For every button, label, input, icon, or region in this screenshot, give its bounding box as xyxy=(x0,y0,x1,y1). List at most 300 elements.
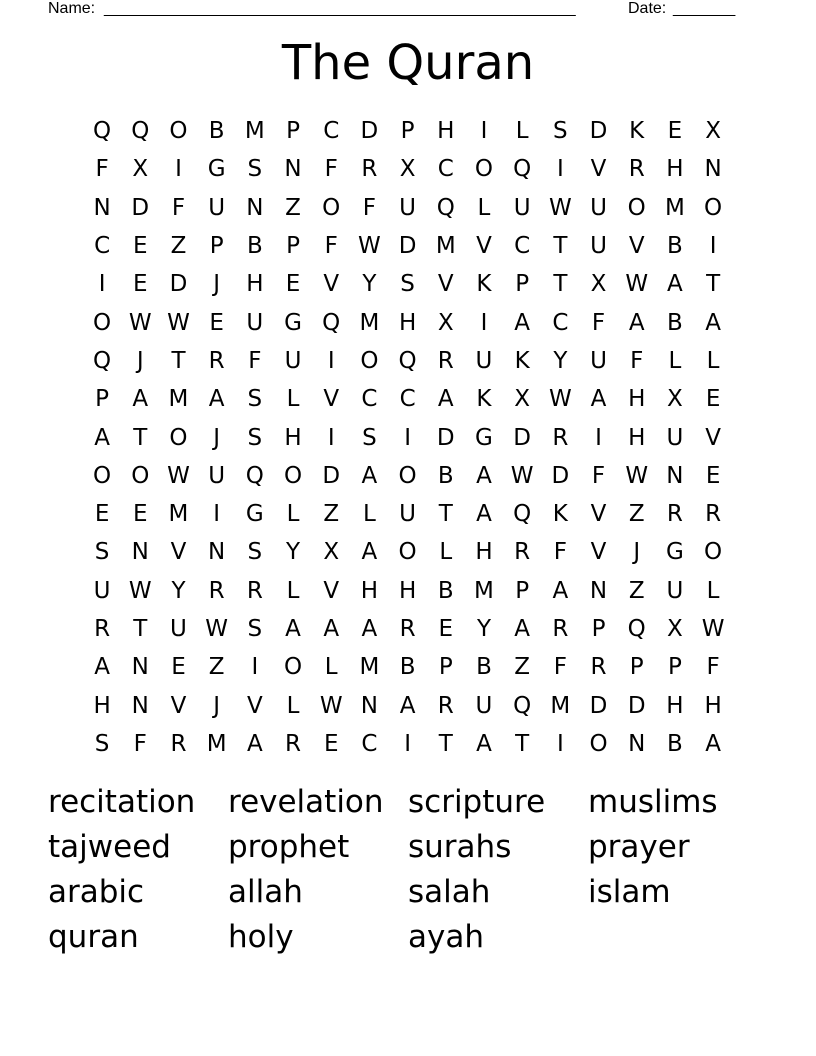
grid-letter[interactable]: U xyxy=(590,233,607,260)
grid-letter[interactable]: R xyxy=(628,156,645,183)
grid-row xyxy=(83,150,733,188)
grid-letter[interactable]: R xyxy=(170,730,187,757)
grid-letter[interactable]: A xyxy=(361,539,378,566)
grid-letter[interactable]: Y xyxy=(476,616,491,642)
grid-letter[interactable]: V xyxy=(323,271,340,298)
grid-letter[interactable]: A xyxy=(476,730,492,757)
grid-letter[interactable]: Y xyxy=(553,347,568,374)
grid-letter[interactable]: Q xyxy=(436,194,455,221)
grid-letter[interactable]: F xyxy=(706,654,720,681)
grid-letter[interactable]: U xyxy=(666,424,684,451)
grid-row xyxy=(83,495,733,533)
grid-letter[interactable]: S xyxy=(247,539,263,566)
grid-letter[interactable]: M xyxy=(244,118,265,145)
grid-letter[interactable]: S xyxy=(247,156,263,183)
grid-letter[interactable]: P xyxy=(286,233,300,260)
grid-letter[interactable]: W xyxy=(701,616,725,642)
grid-letter[interactable]: U xyxy=(475,692,493,719)
grid-letter[interactable]: V xyxy=(705,424,721,451)
grid-letter[interactable]: X xyxy=(667,386,683,413)
grid-letter[interactable]: Y xyxy=(362,271,377,298)
grid-letter[interactable]: W xyxy=(167,462,190,489)
grid-letter[interactable]: E xyxy=(94,501,110,528)
grid-letter[interactable]: Q xyxy=(627,616,646,642)
grid-letter[interactable]: U xyxy=(170,616,187,642)
grid-letter[interactable]: S xyxy=(247,616,263,642)
grid-letter[interactable]: J xyxy=(136,347,144,374)
grid-letter[interactable]: F xyxy=(591,309,606,336)
grid-letter[interactable]: L xyxy=(286,692,300,719)
grid-letter[interactable]: T xyxy=(706,271,721,298)
grid-letter[interactable]: D xyxy=(360,118,379,145)
grid-letter[interactable]: Q xyxy=(513,692,532,719)
grid-letter[interactable]: A xyxy=(476,462,492,489)
grid-letter[interactable]: W xyxy=(510,462,534,489)
grid-letter[interactable]: D xyxy=(131,194,150,221)
grid-letter[interactable]: J xyxy=(213,424,221,451)
grid-letter[interactable]: U xyxy=(513,194,531,221)
grid-letter[interactable]: I xyxy=(404,730,411,757)
grid-letter[interactable]: W xyxy=(548,386,572,413)
grid-letter[interactable]: A xyxy=(437,386,454,413)
grid-letter[interactable]: E xyxy=(285,271,301,298)
name-field-line[interactable]: _____________________________________________________ xyxy=(104,0,576,17)
word-bank-item: holy xyxy=(228,919,294,955)
grid-letter[interactable]: Z xyxy=(285,194,301,221)
grid-letter[interactable]: V xyxy=(323,386,340,413)
grid-letter[interactable]: O xyxy=(627,194,646,221)
grid-letter[interactable]: O xyxy=(398,462,417,489)
grid-letter[interactable]: V xyxy=(590,156,607,183)
grid-letter[interactable]: I xyxy=(595,424,602,451)
grid-letter[interactable]: B xyxy=(667,233,683,260)
grid-letter[interactable]: W xyxy=(319,692,343,719)
grid-letter[interactable]: F xyxy=(171,194,186,221)
grid-letter[interactable]: C xyxy=(94,233,111,260)
grid-letter[interactable]: S xyxy=(553,118,568,145)
grid-letter[interactable]: L xyxy=(362,501,376,528)
grid-letter[interactable]: U xyxy=(590,347,607,374)
grid-letter[interactable]: C xyxy=(437,156,454,183)
grid-letter[interactable]: X xyxy=(323,539,340,566)
grid-letter[interactable]: P xyxy=(286,118,300,145)
word-bank-item: tajweed xyxy=(48,829,171,865)
grid-letter[interactable]: U xyxy=(590,194,607,221)
grid-letter[interactable]: L xyxy=(286,386,300,413)
grid-letter[interactable]: V xyxy=(476,233,492,260)
grid-letter[interactable]: W xyxy=(205,616,229,642)
grid-letter[interactable]: M xyxy=(168,501,189,528)
grid-letter[interactable]: O xyxy=(322,194,341,221)
grid-letter[interactable]: H xyxy=(284,424,302,451)
grid-letter[interactable]: I xyxy=(556,156,564,183)
grid-letter[interactable]: A xyxy=(705,730,721,757)
grid-letter[interactable]: S xyxy=(247,386,263,413)
grid-letter[interactable]: H xyxy=(628,424,646,451)
grid-letter[interactable]: N xyxy=(284,156,302,183)
grid-letter[interactable]: Q xyxy=(513,156,532,183)
grid-letter[interactable]: D xyxy=(589,692,608,719)
grid-letter[interactable]: L xyxy=(439,539,453,566)
grid-letter[interactable]: W xyxy=(128,309,152,336)
grid-letter[interactable]: V xyxy=(590,539,607,566)
date-field-line[interactable]: _______ xyxy=(673,0,736,17)
grid-letter[interactable]: I xyxy=(175,156,182,183)
grid-letter[interactable]: O xyxy=(704,539,723,566)
grid-letter[interactable]: A xyxy=(94,654,110,681)
grid-letter[interactable]: O xyxy=(360,347,379,374)
grid-letter[interactable]: P xyxy=(438,654,453,681)
grid-letter[interactable]: I xyxy=(480,309,488,336)
grid-letter[interactable]: K xyxy=(552,501,568,528)
grid-letter[interactable]: E xyxy=(323,730,339,757)
grid-letter[interactable]: P xyxy=(209,233,224,260)
grid-letter[interactable]: S xyxy=(362,424,377,451)
grid-letter[interactable]: H xyxy=(246,271,264,298)
grid-letter[interactable]: J xyxy=(213,692,221,719)
grid-letter[interactable]: I xyxy=(556,730,564,757)
grid-letter[interactable]: N xyxy=(628,730,646,757)
grid-letter[interactable]: Z xyxy=(323,501,340,528)
grid-letter[interactable]: P xyxy=(515,271,530,298)
grid-letter[interactable]: L xyxy=(477,194,491,221)
grid-letter[interactable]: N xyxy=(704,156,722,183)
grid-letter[interactable]: C xyxy=(552,309,569,336)
grid-letter[interactable]: Q xyxy=(93,118,112,145)
grid-letter[interactable]: N xyxy=(131,539,149,566)
grid-letter[interactable]: U xyxy=(666,577,684,604)
grid-letter[interactable]: A xyxy=(361,616,378,642)
grid-letter[interactable]: N xyxy=(589,577,608,604)
grid-letter[interactable]: I xyxy=(404,424,411,451)
grid-letter[interactable]: U xyxy=(475,347,493,374)
grid-letter[interactable]: E xyxy=(133,271,148,298)
grid-letter[interactable]: B xyxy=(208,118,225,145)
grid-letter[interactable]: I xyxy=(327,347,335,374)
grid-letter[interactable]: O xyxy=(283,462,303,489)
grid-letter[interactable]: Q xyxy=(131,118,150,145)
grid-letter[interactable]: R xyxy=(208,347,225,374)
grid-letter[interactable]: G xyxy=(475,424,493,451)
grid-letter[interactable]: L xyxy=(706,347,720,374)
grid-letter[interactable]: H xyxy=(704,692,722,719)
grid-letter[interactable]: F xyxy=(362,194,377,221)
grid-letter[interactable]: E xyxy=(667,118,683,145)
grid-letter[interactable]: T xyxy=(515,730,530,757)
grid-letter[interactable]: L xyxy=(515,118,529,145)
grid-letter[interactable]: Z xyxy=(628,577,645,604)
grid-letter[interactable]: J xyxy=(213,271,221,298)
grid-letter[interactable]: L xyxy=(706,577,720,604)
grid-letter[interactable]: F xyxy=(553,539,567,566)
grid-letter[interactable]: T xyxy=(133,616,148,642)
grid-letter[interactable]: C xyxy=(514,233,531,260)
grid-letter[interactable]: N xyxy=(93,194,111,221)
grid-letter[interactable]: R xyxy=(208,577,225,604)
grid-letter[interactable]: M xyxy=(168,386,189,413)
grid-letter[interactable]: V xyxy=(170,539,187,566)
grid-letter[interactable]: T xyxy=(438,730,453,757)
grid-letter[interactable]: I xyxy=(98,271,106,298)
grid-letter[interactable]: A xyxy=(552,577,569,604)
grid-letter[interactable]: F xyxy=(133,730,147,757)
grid-letter[interactable]: H xyxy=(398,309,417,336)
grid-letter[interactable]: I xyxy=(213,501,221,528)
grid-letter[interactable]: G xyxy=(284,309,302,336)
word-bank-item: prophet xyxy=(228,829,350,865)
grid-letter[interactable]: S xyxy=(94,730,110,757)
grid-letter[interactable]: R xyxy=(666,501,683,528)
grid-letter[interactable]: O xyxy=(131,462,150,489)
word-bank-item: islam xyxy=(588,874,671,910)
grid-letter[interactable]: Q xyxy=(93,347,112,374)
grid-letter[interactable]: B xyxy=(437,577,454,604)
grid-letter[interactable]: L xyxy=(286,501,300,528)
grid-letter[interactable]: J xyxy=(633,539,641,566)
grid-letter[interactable]: A xyxy=(514,309,531,336)
grid-letter[interactable]: U xyxy=(399,501,417,528)
grid-letter[interactable]: I xyxy=(251,654,259,681)
grid-letter[interactable]: D xyxy=(322,462,341,489)
grid-letter[interactable]: E xyxy=(133,233,148,260)
grid-letter[interactable]: C xyxy=(361,730,378,757)
grid-letter[interactable]: A xyxy=(514,616,531,642)
grid-row xyxy=(83,686,733,724)
grid-letter[interactable]: P xyxy=(515,577,530,604)
grid-letter[interactable]: T xyxy=(171,347,186,374)
grid-letter[interactable]: G xyxy=(207,156,226,183)
grid-letter[interactable]: I xyxy=(480,118,488,145)
grid-letter[interactable]: F xyxy=(95,156,109,183)
grid-letter[interactable]: C xyxy=(323,118,340,145)
grid-letter[interactable]: M xyxy=(664,194,685,221)
grid-letter[interactable]: F xyxy=(591,462,606,489)
grid-letter[interactable]: U xyxy=(284,347,302,374)
grid-letter[interactable]: Q xyxy=(245,462,264,489)
grid-letter[interactable]: V xyxy=(628,233,645,260)
grid-letter[interactable]: Z xyxy=(208,654,225,681)
grid-row xyxy=(83,610,733,648)
grid-letter[interactable]: E xyxy=(171,654,186,681)
word-bank-item: ayah xyxy=(408,919,484,955)
grid-letter[interactable]: F xyxy=(324,156,338,183)
grid-letter[interactable]: U xyxy=(208,194,226,221)
grid-letter[interactable]: F xyxy=(630,347,644,374)
grid-letter[interactable]: L xyxy=(668,347,682,374)
grid-letter[interactable]: D xyxy=(589,118,608,145)
grid-letter[interactable]: W xyxy=(625,462,649,489)
grid-letter[interactable]: N xyxy=(131,654,149,681)
grid-letter[interactable]: A xyxy=(628,309,645,336)
grid-letter[interactable]: T xyxy=(553,271,568,298)
grid-letter[interactable]: A xyxy=(590,386,607,413)
grid-letter[interactable]: E xyxy=(133,501,148,528)
grid-letter[interactable]: Y xyxy=(171,577,186,604)
grid-letter[interactable]: R xyxy=(514,539,531,566)
grid-letter[interactable]: Q xyxy=(513,501,532,528)
grid-letter[interactable]: D xyxy=(627,692,646,719)
grid-letter[interactable]: F xyxy=(324,233,338,260)
grid-letter[interactable]: I xyxy=(709,233,717,260)
grid-letter[interactable]: Z xyxy=(170,233,187,260)
grid-letter[interactable]: D xyxy=(436,424,455,451)
grid-letter[interactable]: O xyxy=(93,462,112,489)
grid-letter[interactable]: M xyxy=(359,654,380,681)
grid-letter[interactable]: R xyxy=(552,616,569,642)
grid-letter[interactable]: F xyxy=(248,347,262,374)
grid-letter[interactable]: M xyxy=(474,577,494,604)
grid-letter[interactable]: U xyxy=(208,462,226,489)
grid-letter[interactable]: U xyxy=(93,577,111,604)
grid-letter[interactable]: E xyxy=(705,462,721,489)
grid-letter[interactable]: M xyxy=(359,309,380,336)
grid-letter[interactable]: N xyxy=(246,194,264,221)
grid-letter[interactable]: B xyxy=(399,654,416,681)
grid-letter[interactable]: T xyxy=(438,501,453,528)
grid-letter[interactable]: E xyxy=(705,386,721,413)
grid-letter[interactable]: W xyxy=(167,309,190,336)
grid-letter[interactable]: N xyxy=(131,692,149,719)
grid-letter[interactable]: X xyxy=(705,118,721,145)
grid-letter[interactable]: V xyxy=(590,501,607,528)
grid-letter[interactable]: A xyxy=(208,386,225,413)
grid-letter[interactable]: D xyxy=(169,271,188,298)
grid-letter[interactable]: D xyxy=(551,462,570,489)
grid-letter[interactable]: H xyxy=(398,577,417,604)
grid-letter[interactable]: A xyxy=(132,386,149,413)
grid-letter[interactable]: P xyxy=(95,386,110,413)
grid-letter[interactable]: O xyxy=(398,539,417,566)
grid-letter[interactable]: A xyxy=(323,616,340,642)
grid-letter[interactable]: M xyxy=(550,692,571,719)
grid-letter[interactable]: T xyxy=(133,424,148,451)
grid-letter[interactable]: P xyxy=(629,654,644,681)
grid-letter[interactable]: A xyxy=(399,692,416,719)
grid-letter[interactable]: X xyxy=(399,156,416,183)
grid-letter[interactable]: X xyxy=(132,156,149,183)
grid-letter[interactable]: U xyxy=(399,194,417,221)
grid-letter[interactable]: P xyxy=(400,118,415,145)
grid-letter[interactable]: M xyxy=(206,730,227,757)
grid-letter[interactable]: Q xyxy=(398,347,417,374)
grid-letter[interactable]: Y xyxy=(286,539,301,566)
grid-letter[interactable]: R xyxy=(590,654,607,681)
grid-letter[interactable]: P xyxy=(591,616,606,642)
grid-letter[interactable]: V xyxy=(323,577,340,604)
grid-letter[interactable]: B xyxy=(437,462,454,489)
grid-letter[interactable]: Z xyxy=(628,501,645,528)
grid-letter[interactable]: O xyxy=(704,194,723,221)
grid-letter[interactable]: Q xyxy=(322,309,341,336)
grid-letter[interactable]: V xyxy=(170,692,187,719)
grid-letter[interactable]: A xyxy=(705,309,721,336)
grid-letter[interactable]: R xyxy=(399,616,416,642)
grid-letter[interactable]: V xyxy=(246,692,263,719)
grid-letter[interactable]: C xyxy=(399,386,416,413)
grid-letter[interactable]: X xyxy=(667,616,683,642)
grid-letter[interactable]: S xyxy=(94,539,110,566)
grid-letter[interactable]: T xyxy=(553,233,568,260)
grid-letter[interactable]: H xyxy=(666,692,684,719)
grid-letter[interactable]: R xyxy=(246,577,263,604)
grid-letter[interactable]: A xyxy=(667,271,683,298)
grid-letter[interactable]: W xyxy=(128,577,152,604)
grid-letter[interactable]: R xyxy=(437,347,454,374)
grid-letter[interactable]: K xyxy=(514,347,530,374)
grid-letter[interactable]: O xyxy=(169,424,188,451)
grid-letter[interactable]: O xyxy=(93,309,112,336)
grid-letter[interactable]: B xyxy=(246,233,263,260)
grid-letter[interactable]: G xyxy=(245,501,264,528)
grid-letter[interactable]: B xyxy=(667,730,683,757)
grid-letter[interactable]: O xyxy=(474,156,494,183)
grid-letter[interactable]: G xyxy=(665,539,684,566)
grid-letter[interactable]: O xyxy=(169,118,188,145)
grid-letter[interactable]: H xyxy=(93,692,111,719)
grid-letter[interactable]: X xyxy=(590,271,607,298)
grid-letter[interactable]: N xyxy=(360,692,379,719)
grid-letter[interactable]: K xyxy=(476,386,492,413)
grid-letter[interactable]: N xyxy=(666,462,684,489)
grid-letter[interactable]: L xyxy=(324,654,338,681)
grid-letter[interactable]: W xyxy=(358,233,381,260)
grid-letter[interactable]: D xyxy=(398,233,417,260)
grid-letter[interactable]: H xyxy=(437,118,455,145)
grid-letter[interactable]: W xyxy=(548,194,572,221)
grid-letter[interactable]: H xyxy=(360,577,379,604)
grid-letter[interactable]: R xyxy=(705,501,722,528)
grid-letter[interactable]: C xyxy=(361,386,378,413)
grid-letter[interactable]: Z xyxy=(514,654,531,681)
grid-letter[interactable]: X xyxy=(437,309,454,336)
grid-letter[interactable]: I xyxy=(327,424,335,451)
grid-letter[interactable]: S xyxy=(247,424,263,451)
grid-letter[interactable]: R xyxy=(552,424,569,451)
grid-letter[interactable]: A xyxy=(94,424,110,451)
grid-letter[interactable]: A xyxy=(246,730,263,757)
grid-letter[interactable]: O xyxy=(283,654,303,681)
grid-letter[interactable]: X xyxy=(514,386,531,413)
grid-letter[interactable]: R xyxy=(361,156,378,183)
grid-letter[interactable]: R xyxy=(285,730,302,757)
grid-letter[interactable]: R xyxy=(437,692,454,719)
grid-letter[interactable]: K xyxy=(476,271,492,298)
grid-letter[interactable]: L xyxy=(286,577,300,604)
grid-letter[interactable]: H xyxy=(475,539,493,566)
grid-letter[interactable]: B xyxy=(476,654,492,681)
grid-letter[interactable]: D xyxy=(513,424,532,451)
grid-letter[interactable]: O xyxy=(589,730,608,757)
grid-letter[interactable]: M xyxy=(435,233,456,260)
grid-letter[interactable]: H xyxy=(628,386,646,413)
grid-letter[interactable]: A xyxy=(285,616,301,642)
grid-letter[interactable]: B xyxy=(667,309,683,336)
grid-letter[interactable]: E xyxy=(209,309,224,336)
grid-letter[interactable]: V xyxy=(437,271,454,298)
grid-letter[interactable]: A xyxy=(476,501,492,528)
grid-letter[interactable]: H xyxy=(666,156,684,183)
grid-letter[interactable]: P xyxy=(667,654,682,681)
grid-letter[interactable]: N xyxy=(208,539,226,566)
grid-letter[interactable]: R xyxy=(94,616,111,642)
grid-letter[interactable]: F xyxy=(553,654,567,681)
grid-letter[interactable]: A xyxy=(361,462,378,489)
grid-letter[interactable]: E xyxy=(438,616,454,642)
grid-letter[interactable]: S xyxy=(400,271,415,298)
grid-letter[interactable]: W xyxy=(625,271,649,298)
grid-letter[interactable]: K xyxy=(629,118,645,145)
grid-letter[interactable]: U xyxy=(246,309,264,336)
